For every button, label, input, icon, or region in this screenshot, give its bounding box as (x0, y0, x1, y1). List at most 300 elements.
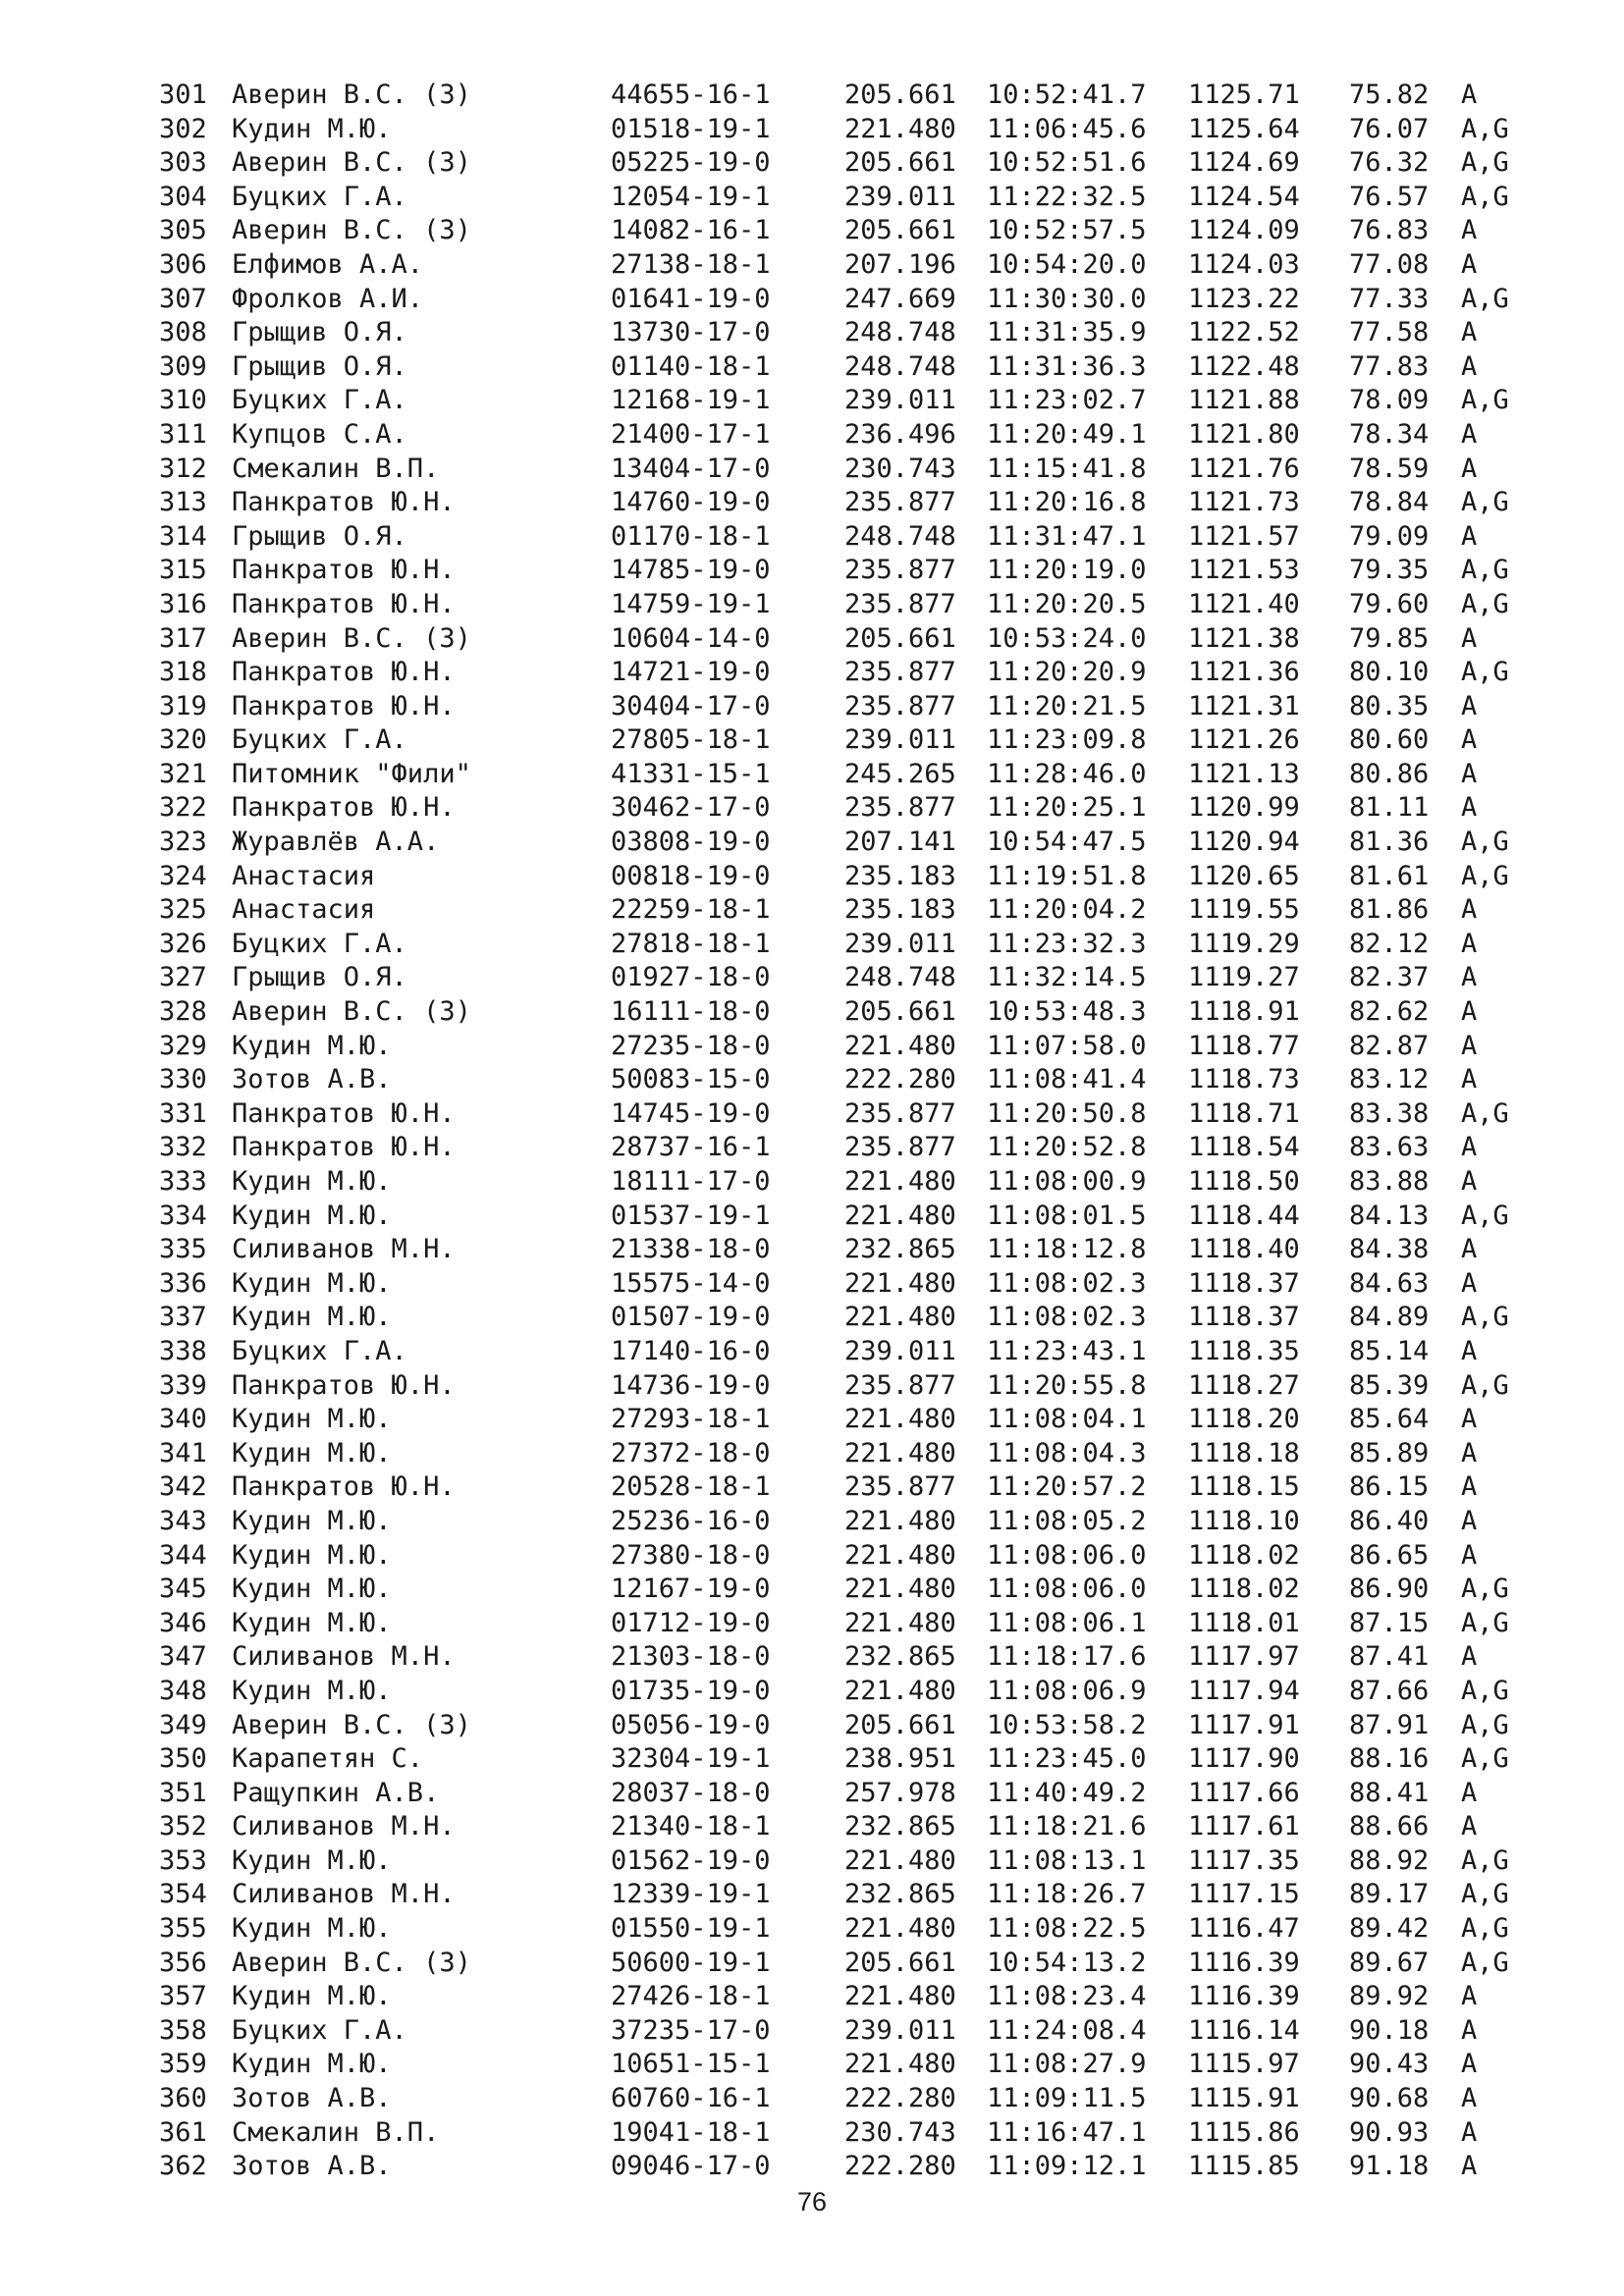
distance: 238.951 (844, 1743, 956, 1775)
row-number: 343 (159, 1505, 207, 1536)
row-number: 301 (159, 80, 207, 110)
flags: A (1461, 350, 1478, 382)
speed: 1118.37 (1188, 1267, 1300, 1299)
ring-number: 14745-19-0 (611, 1097, 771, 1129)
row-number: 314 (159, 520, 207, 552)
distance: 205.661 (844, 1947, 956, 1978)
fancier-name: Журавлёв А.А. (232, 827, 440, 858)
flags: A (1461, 453, 1478, 484)
score: 80.35 (1349, 690, 1430, 721)
distance: 248.748 (844, 520, 956, 552)
fancier-name: Кудин М.Ю. (232, 1607, 392, 1638)
speed: 1120.99 (1188, 792, 1300, 824)
speed: 1118.71 (1188, 1097, 1300, 1129)
score: 88.41 (1349, 1777, 1430, 1808)
score: 83.63 (1349, 1132, 1430, 1163)
flags: A (1461, 996, 1478, 1028)
row-number: 305 (159, 215, 207, 246)
ring-number: 13730-17-0 (611, 317, 771, 348)
ring-number: 14759-19-1 (611, 588, 771, 619)
score: 82.37 (1349, 962, 1430, 993)
score: 89.67 (1349, 1947, 1430, 1978)
speed: 1118.37 (1188, 1302, 1300, 1333)
ring-number: 50600-19-1 (611, 1947, 771, 1978)
distance: 205.661 (844, 80, 956, 110)
fancier-name: Силиванов М.Н. (232, 1811, 456, 1842)
arrival-time: 11:08:27.9 (987, 2049, 1147, 2080)
score: 76.07 (1349, 113, 1430, 144)
arrival-time: 10:52:41.7 (987, 80, 1147, 110)
arrival-time: 11:31:36.3 (987, 350, 1147, 382)
ring-number: 60760-16-1 (611, 2083, 771, 2114)
row-number: 316 (159, 588, 207, 619)
speed: 1119.27 (1188, 962, 1300, 993)
fancier-name: Грыщив О.Я. (232, 520, 407, 552)
score: 89.92 (1349, 1981, 1430, 2012)
arrival-time: 10:53:48.3 (987, 996, 1147, 1028)
score: 84.89 (1349, 1302, 1430, 1333)
flags: A (1461, 520, 1478, 552)
score: 79.35 (1349, 555, 1430, 586)
arrival-time: 11:08:02.3 (987, 1267, 1147, 1299)
distance: 245.265 (844, 758, 956, 789)
fancier-name: Панкратов Ю.Н. (232, 1132, 456, 1163)
flags: A (1461, 894, 1478, 926)
flags: A,G (1461, 1743, 1509, 1775)
ring-number: 50083-15-0 (611, 1064, 771, 1095)
speed: 1117.66 (1188, 1777, 1300, 1808)
arrival-time: 11:08:22.5 (987, 1913, 1147, 1945)
ring-number: 14785-19-0 (611, 555, 771, 586)
speed: 1118.15 (1188, 1471, 1300, 1503)
score: 86.15 (1349, 1471, 1430, 1503)
row-number: 353 (159, 1844, 207, 1876)
ring-number: 13404-17-0 (611, 453, 771, 484)
flags: A (1461, 1811, 1478, 1842)
score: 88.66 (1349, 1811, 1430, 1842)
flags: A (1461, 2014, 1478, 2046)
fancier-name: Буцких Г.А. (232, 928, 407, 959)
row-number: 307 (159, 283, 207, 314)
score: 89.42 (1349, 1913, 1430, 1945)
flags: A (1461, 622, 1478, 654)
speed: 1118.44 (1188, 1200, 1300, 1231)
ring-number: 21340-18-1 (611, 1811, 771, 1842)
speed: 1121.80 (1188, 418, 1300, 450)
ring-number: 05225-19-0 (611, 147, 771, 179)
row-number: 309 (159, 350, 207, 382)
score: 83.12 (1349, 1064, 1430, 1095)
flags: A,G (1461, 1947, 1509, 1978)
arrival-time: 11:08:06.1 (987, 1607, 1147, 1638)
fancier-name: Кудин М.Ю. (232, 1981, 392, 2012)
row-number: 360 (159, 2083, 207, 2114)
speed: 1116.39 (1188, 1947, 1300, 1978)
distance: 248.748 (844, 317, 956, 348)
arrival-time: 11:20:19.0 (987, 555, 1147, 586)
arrival-time: 11:40:49.2 (987, 1777, 1147, 1808)
flags: A,G (1461, 860, 1509, 891)
score: 87.91 (1349, 1709, 1430, 1740)
arrival-time: 10:53:58.2 (987, 1709, 1147, 1740)
fancier-name: Аверин В.С. (З) (232, 80, 471, 110)
flags: A (1461, 1267, 1478, 1299)
arrival-time: 10:52:51.6 (987, 147, 1147, 179)
arrival-time: 11:08:00.9 (987, 1166, 1147, 1197)
speed: 1121.40 (1188, 588, 1300, 619)
flags: A,G (1461, 1675, 1509, 1706)
arrival-time: 11:08:06.9 (987, 1675, 1147, 1706)
distance: 235.877 (844, 1369, 956, 1401)
speed: 1117.15 (1188, 1879, 1300, 1910)
arrival-time: 11:08:06.0 (987, 1539, 1147, 1571)
row-number: 354 (159, 1879, 207, 1910)
row-number: 303 (159, 147, 207, 179)
distance: 221.480 (844, 1981, 956, 2012)
ring-number: 14082-16-1 (611, 215, 771, 246)
row-number: 322 (159, 792, 207, 824)
flags: A,G (1461, 1913, 1509, 1945)
flags: A (1461, 2116, 1478, 2148)
ring-number: 41331-15-1 (611, 758, 771, 789)
ring-number: 16111-18-0 (611, 996, 771, 1028)
score: 81.11 (1349, 792, 1430, 824)
row-number: 349 (159, 1709, 207, 1740)
ring-number: 01537-19-1 (611, 1200, 771, 1231)
arrival-time: 11:18:12.8 (987, 1234, 1147, 1265)
speed: 1125.64 (1188, 113, 1300, 144)
ring-number: 09046-17-0 (611, 2151, 771, 2182)
ring-number: 01550-19-1 (611, 1913, 771, 1945)
speed: 1121.88 (1188, 385, 1300, 416)
row-number: 317 (159, 622, 207, 654)
distance: 221.480 (844, 1267, 956, 1299)
ring-number: 01170-18-1 (611, 520, 771, 552)
score: 90.18 (1349, 2014, 1430, 2046)
distance: 222.280 (844, 2151, 956, 2182)
speed: 1121.73 (1188, 487, 1300, 518)
distance: 221.480 (844, 2049, 956, 2080)
score: 75.82 (1349, 80, 1430, 110)
flags: A (1461, 2049, 1478, 2080)
distance: 221.480 (844, 1030, 956, 1061)
speed: 1118.01 (1188, 1607, 1300, 1638)
distance: 235.877 (844, 1471, 956, 1503)
distance: 239.011 (844, 1335, 956, 1366)
arrival-time: 11:20:16.8 (987, 487, 1147, 518)
score: 83.38 (1349, 1097, 1430, 1129)
ring-number: 15575-14-0 (611, 1267, 771, 1299)
row-number: 321 (159, 758, 207, 789)
ring-number: 01140-18-1 (611, 350, 771, 382)
distance: 235.877 (844, 555, 956, 586)
arrival-time: 11:07:58.0 (987, 1030, 1147, 1061)
fancier-name: Аверин В.С. (З) (232, 622, 471, 654)
flags: A,G (1461, 487, 1509, 518)
ring-number: 21303-18-0 (611, 1641, 771, 1673)
fancier-name: Кудин М.Ю. (232, 1030, 392, 1061)
score: 76.83 (1349, 215, 1430, 246)
flags: A,G (1461, 113, 1509, 144)
score: 77.58 (1349, 317, 1430, 348)
speed: 1117.61 (1188, 1811, 1300, 1842)
speed: 1117.35 (1188, 1844, 1300, 1876)
distance: 207.196 (844, 248, 956, 280)
ring-number: 01562-19-0 (611, 1844, 771, 1876)
ring-number: 01507-19-0 (611, 1302, 771, 1333)
flags: A (1461, 1404, 1478, 1435)
arrival-time: 10:52:57.5 (987, 215, 1147, 246)
flags: A,G (1461, 385, 1509, 416)
arrival-time: 11:18:21.6 (987, 1811, 1147, 1842)
distance: 230.743 (844, 453, 956, 484)
distance: 221.480 (844, 1200, 956, 1231)
flags: A (1461, 1335, 1478, 1366)
ring-number: 03808-19-0 (611, 827, 771, 858)
ring-number: 12167-19-0 (611, 1574, 771, 1605)
fancier-name: Елфимов А.А. (232, 248, 424, 280)
flags: A (1461, 1505, 1478, 1536)
speed: 1121.76 (1188, 453, 1300, 484)
speed: 1122.48 (1188, 350, 1300, 382)
flags: A,G (1461, 283, 1509, 314)
flags: A (1461, 248, 1478, 280)
ring-number: 12054-19-1 (611, 181, 771, 212)
speed: 1121.31 (1188, 690, 1300, 721)
speed: 1117.94 (1188, 1675, 1300, 1706)
ring-number: 01641-19-0 (611, 283, 771, 314)
speed: 1118.40 (1188, 1234, 1300, 1265)
score: 77.08 (1349, 248, 1430, 280)
fancier-name: Зотов А.В. (232, 2083, 392, 2114)
speed: 1116.47 (1188, 1913, 1300, 1945)
arrival-time: 11:20:57.2 (987, 1471, 1147, 1503)
fancier-name: Аверин В.С. (З) (232, 1709, 471, 1740)
row-number: 331 (159, 1097, 207, 1129)
ring-number: 19041-18-1 (611, 2116, 771, 2148)
speed: 1124.69 (1188, 147, 1300, 179)
fancier-name: Купцов С.А. (232, 418, 407, 450)
speed: 1118.91 (1188, 996, 1300, 1028)
row-number: 341 (159, 1437, 207, 1468)
fancier-name: Фролков А.И. (232, 283, 424, 314)
distance: 239.011 (844, 181, 956, 212)
fancier-name: Панкратов Ю.Н. (232, 588, 456, 619)
flags: A (1461, 1777, 1478, 1808)
row-number: 352 (159, 1811, 207, 1842)
flags: A (1461, 317, 1478, 348)
row-number: 330 (159, 1064, 207, 1095)
speed: 1118.02 (1188, 1574, 1300, 1605)
arrival-time: 11:08:13.1 (987, 1844, 1147, 1876)
distance: 222.280 (844, 1064, 956, 1095)
row-number: 348 (159, 1675, 207, 1706)
speed: 1116.14 (1188, 2014, 1300, 2046)
row-number: 346 (159, 1607, 207, 1638)
flags: A,G (1461, 1574, 1509, 1605)
fancier-name: Буцких Г.А. (232, 2014, 407, 2046)
distance: 235.877 (844, 1097, 956, 1129)
distance: 221.480 (844, 1437, 956, 1468)
speed: 1117.97 (1188, 1641, 1300, 1673)
flags: A (1461, 1437, 1478, 1468)
arrival-time: 11:15:41.8 (987, 453, 1147, 484)
score: 84.13 (1349, 1200, 1430, 1231)
row-number: 326 (159, 928, 207, 959)
row-number: 337 (159, 1302, 207, 1333)
fancier-name: Буцких Г.А. (232, 385, 407, 416)
distance: 248.748 (844, 350, 956, 382)
distance: 221.480 (844, 1607, 956, 1638)
arrival-time: 10:53:24.0 (987, 622, 1147, 654)
row-number: 342 (159, 1471, 207, 1503)
ring-number: 20528-18-1 (611, 1471, 771, 1503)
row-number: 325 (159, 894, 207, 926)
arrival-time: 11:20:49.1 (987, 418, 1147, 450)
distance: 205.661 (844, 622, 956, 654)
flags: A,G (1461, 1709, 1509, 1740)
flags: A (1461, 758, 1478, 789)
ring-number: 14736-19-0 (611, 1369, 771, 1401)
ring-number: 30462-17-0 (611, 792, 771, 824)
ring-number: 18111-17-0 (611, 1166, 771, 1197)
distance: 235.877 (844, 690, 956, 721)
flags: A (1461, 1030, 1478, 1061)
distance: 221.480 (844, 1166, 956, 1197)
speed: 1115.86 (1188, 2116, 1300, 2148)
arrival-time: 11:08:05.2 (987, 1505, 1147, 1536)
fancier-name: Кудин М.Ю. (232, 2049, 392, 2080)
fancier-name: Анастасия (232, 860, 376, 891)
row-number: 304 (159, 181, 207, 212)
row-number: 362 (159, 2151, 207, 2182)
score: 76.32 (1349, 147, 1430, 179)
score: 86.90 (1349, 1574, 1430, 1605)
arrival-time: 11:23:43.1 (987, 1335, 1147, 1366)
score: 91.18 (1349, 2151, 1430, 2182)
arrival-time: 10:54:47.5 (987, 827, 1147, 858)
distance: 247.669 (844, 283, 956, 314)
score: 86.65 (1349, 1539, 1430, 1571)
speed: 1121.53 (1188, 555, 1300, 586)
distance: 235.877 (844, 657, 956, 688)
score: 80.10 (1349, 657, 1430, 688)
score: 81.61 (1349, 860, 1430, 891)
speed: 1119.29 (1188, 928, 1300, 959)
row-number: 310 (159, 385, 207, 416)
arrival-time: 11:09:12.1 (987, 2151, 1147, 2182)
speed: 1115.91 (1188, 2083, 1300, 2114)
speed: 1118.73 (1188, 1064, 1300, 1095)
distance: 205.661 (844, 147, 956, 179)
speed: 1118.35 (1188, 1335, 1300, 1366)
fancier-name: Буцких Г.А. (232, 1335, 407, 1366)
score: 84.63 (1349, 1267, 1430, 1299)
speed: 1121.26 (1188, 724, 1300, 756)
arrival-time: 11:09:11.5 (987, 2083, 1147, 2114)
score: 82.87 (1349, 1030, 1430, 1061)
row-number: 328 (159, 996, 207, 1028)
arrival-time: 11:23:02.7 (987, 385, 1147, 416)
ring-number: 21338-18-0 (611, 1234, 771, 1265)
score: 85.89 (1349, 1437, 1430, 1468)
fancier-name: Карапетян С. (232, 1743, 424, 1775)
distance: 221.480 (844, 1913, 956, 1945)
distance: 222.280 (844, 2083, 956, 2114)
fancier-name: Питомник "Фили" (232, 758, 471, 789)
row-number: 356 (159, 1947, 207, 1978)
distance: 257.978 (844, 1777, 956, 1808)
fancier-name: Смекалин В.П. (232, 2116, 440, 2148)
score: 88.92 (1349, 1844, 1430, 1876)
arrival-time: 11:28:46.0 (987, 758, 1147, 789)
row-number: 350 (159, 1743, 207, 1775)
arrival-time: 11:24:08.4 (987, 2014, 1147, 2046)
speed: 1118.02 (1188, 1539, 1300, 1571)
speed: 1124.09 (1188, 215, 1300, 246)
arrival-time: 11:20:04.2 (987, 894, 1147, 926)
fancier-name: Кудин М.Ю. (232, 1302, 392, 1333)
flags: A (1461, 1981, 1478, 2012)
flags: A (1461, 792, 1478, 824)
distance: 235.877 (844, 588, 956, 619)
score: 90.68 (1349, 2083, 1430, 2114)
fancier-name: Кудин М.Ю. (232, 1166, 392, 1197)
distance: 248.748 (844, 962, 956, 993)
score: 87.15 (1349, 1607, 1430, 1638)
fancier-name: Силиванов М.Н. (232, 1879, 456, 1910)
arrival-time: 11:23:32.3 (987, 928, 1147, 959)
fancier-name: Кудин М.Ю. (232, 1505, 392, 1536)
row-number: 340 (159, 1404, 207, 1435)
speed: 1121.36 (1188, 657, 1300, 688)
distance: 236.496 (844, 418, 956, 450)
score: 85.39 (1349, 1369, 1430, 1401)
flags: A (1461, 928, 1478, 959)
ring-number: 10651-15-1 (611, 2049, 771, 2080)
ring-number: 10604-14-0 (611, 622, 771, 654)
row-number: 344 (159, 1539, 207, 1571)
fancier-name: Кудин М.Ю. (232, 1844, 392, 1876)
speed: 1122.52 (1188, 317, 1300, 348)
speed: 1117.91 (1188, 1709, 1300, 1740)
fancier-name: Панкратов Ю.Н. (232, 690, 456, 721)
row-number: 357 (159, 1981, 207, 2012)
fancier-name: Кудин М.Ю. (232, 1437, 392, 1468)
arrival-time: 11:19:51.8 (987, 860, 1147, 891)
arrival-time: 11:23:45.0 (987, 1743, 1147, 1775)
flags: A (1461, 1471, 1478, 1503)
score: 83.88 (1349, 1166, 1430, 1197)
distance: 221.480 (844, 1302, 956, 1333)
score: 90.93 (1349, 2116, 1430, 2148)
speed: 1118.54 (1188, 1132, 1300, 1163)
ring-number: 27372-18-0 (611, 1437, 771, 1468)
score: 87.41 (1349, 1641, 1430, 1673)
fancier-name: Буцких Г.А. (232, 181, 407, 212)
ring-number: 01712-19-0 (611, 1607, 771, 1638)
arrival-time: 11:20:55.8 (987, 1369, 1147, 1401)
ring-number: 27293-18-1 (611, 1404, 771, 1435)
speed: 1120.94 (1188, 827, 1300, 858)
fancier-name: Ращупкин А.В. (232, 1777, 440, 1808)
fancier-name: Панкратов Ю.Н. (232, 1097, 456, 1129)
fancier-name: Силиванов М.Н. (232, 1234, 456, 1265)
row-number: 329 (159, 1030, 207, 1061)
score: 80.60 (1349, 724, 1430, 756)
arrival-time: 10:54:20.0 (987, 248, 1147, 280)
ring-number: 12168-19-1 (611, 385, 771, 416)
